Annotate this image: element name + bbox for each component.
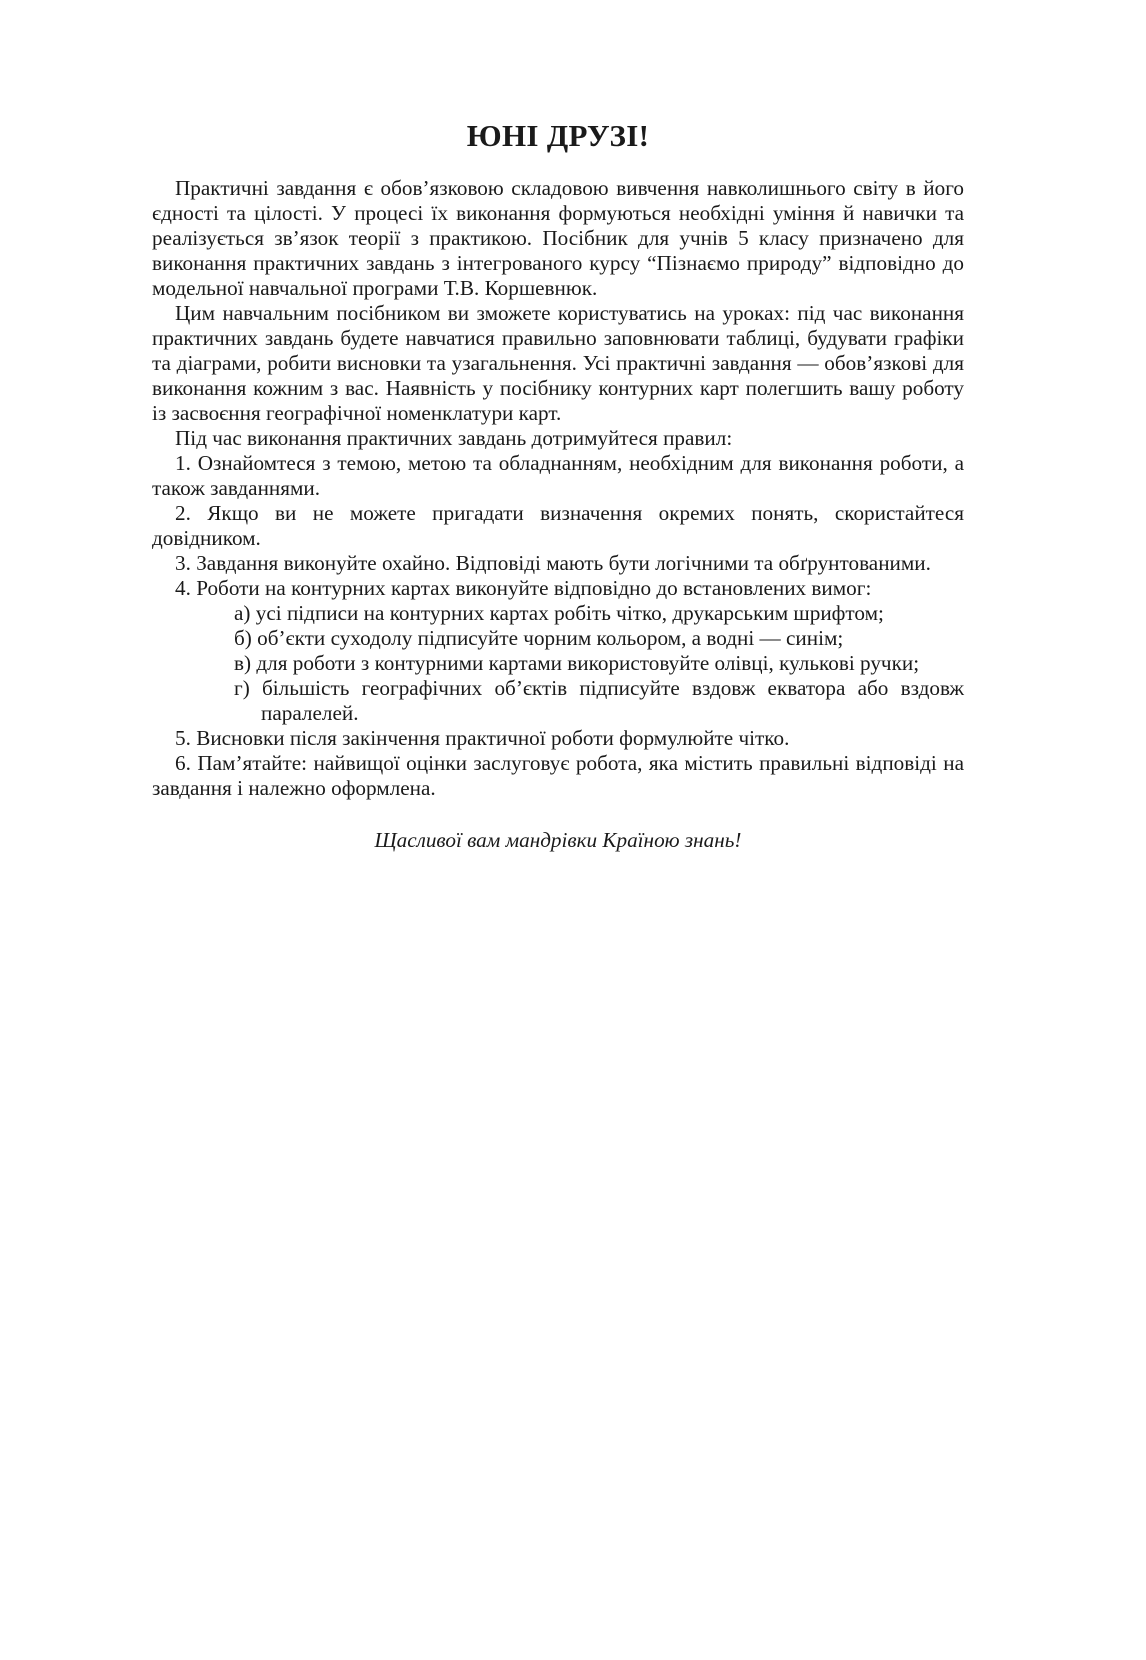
map-rules-list bbox=[152, 601, 964, 726]
closing-wish: Щасливої вам мандрівки Країною знань! bbox=[374, 828, 742, 852]
map-rule-item: б) об’єкти суходолу підписуйте чорним кольором, а водні — синім; bbox=[234, 626, 844, 650]
rule-item: 1. Ознайомтеся з темою, метою та обладнанням, необхідним для виконання роботи, а також завданнями. bbox=[152, 451, 964, 500]
rule-item: 3. Завдання виконуйте охайно. Відповіді мають бути логічними та обґрунтованими. bbox=[175, 551, 931, 575]
intro-paragraph: Цим навчальним посібником ви зможете користуватись на уроках: під час виконання практичних завдань будете навчатися правильно заповнювати таблиці, будувати графіки та діаграми, робити висновки та узагальнення. Усі практичні завдання — обов’язкові для виконання кожним з вас. Наявність у посібнику контурних карт полегшить вашу роботу із засвоєння географічної номенклатури карт. bbox=[152, 301, 964, 425]
page-title: ЮНІ ДРУЗІ! bbox=[466, 118, 650, 153]
map-rule-item: а) усі підписи на контурних картах робіть чітко, друкарським шрифтом; bbox=[234, 601, 884, 625]
map-rule-item: в) для роботи з контурними картами використовуйте олівці, кулькові ручки; bbox=[234, 651, 920, 675]
rules-list bbox=[152, 451, 964, 801]
intro-section bbox=[152, 176, 964, 451]
rule-item: 4. Роботи на контурних картах виконуйте відповідно до встановлених вимог: bbox=[175, 576, 872, 600]
document-page bbox=[152, 118, 964, 853]
intro-paragraph: Практичні завдання є обов’язковою складовою вивчення навколишнього світу в його єдності та цілості. У процесі їх виконання формуються необхідні уміння й навички та реалізується зв’язок теорії з практикою. Посібник для учнів 5 класу призначено для виконання практичних завдань з інтегрованого курсу “Пізнаємо природу” відповідно до модельної навчальної програми Т.В. Коршевнюк. bbox=[152, 176, 964, 300]
map-rule-item: г) більшість географічних об’єктів підписуйте вздовж екватора або вздовж паралелей. bbox=[234, 676, 964, 725]
rules-lead-in: Під час виконання практичних завдань дотримуйтеся правил: bbox=[175, 426, 733, 450]
rule-item: 6. Пам’ятайте: найвищої оцінки заслуговує робота, яка містить правильні відповіді на завдання і належно оформлена. bbox=[152, 751, 964, 800]
rule-item: 2. Якщо ви не можете пригадати визначення окремих понять, скористайтеся довідником. bbox=[152, 501, 964, 550]
rule-item: 5. Висновки після закінчення практичної роботи формулюйте чітко. bbox=[175, 726, 790, 750]
